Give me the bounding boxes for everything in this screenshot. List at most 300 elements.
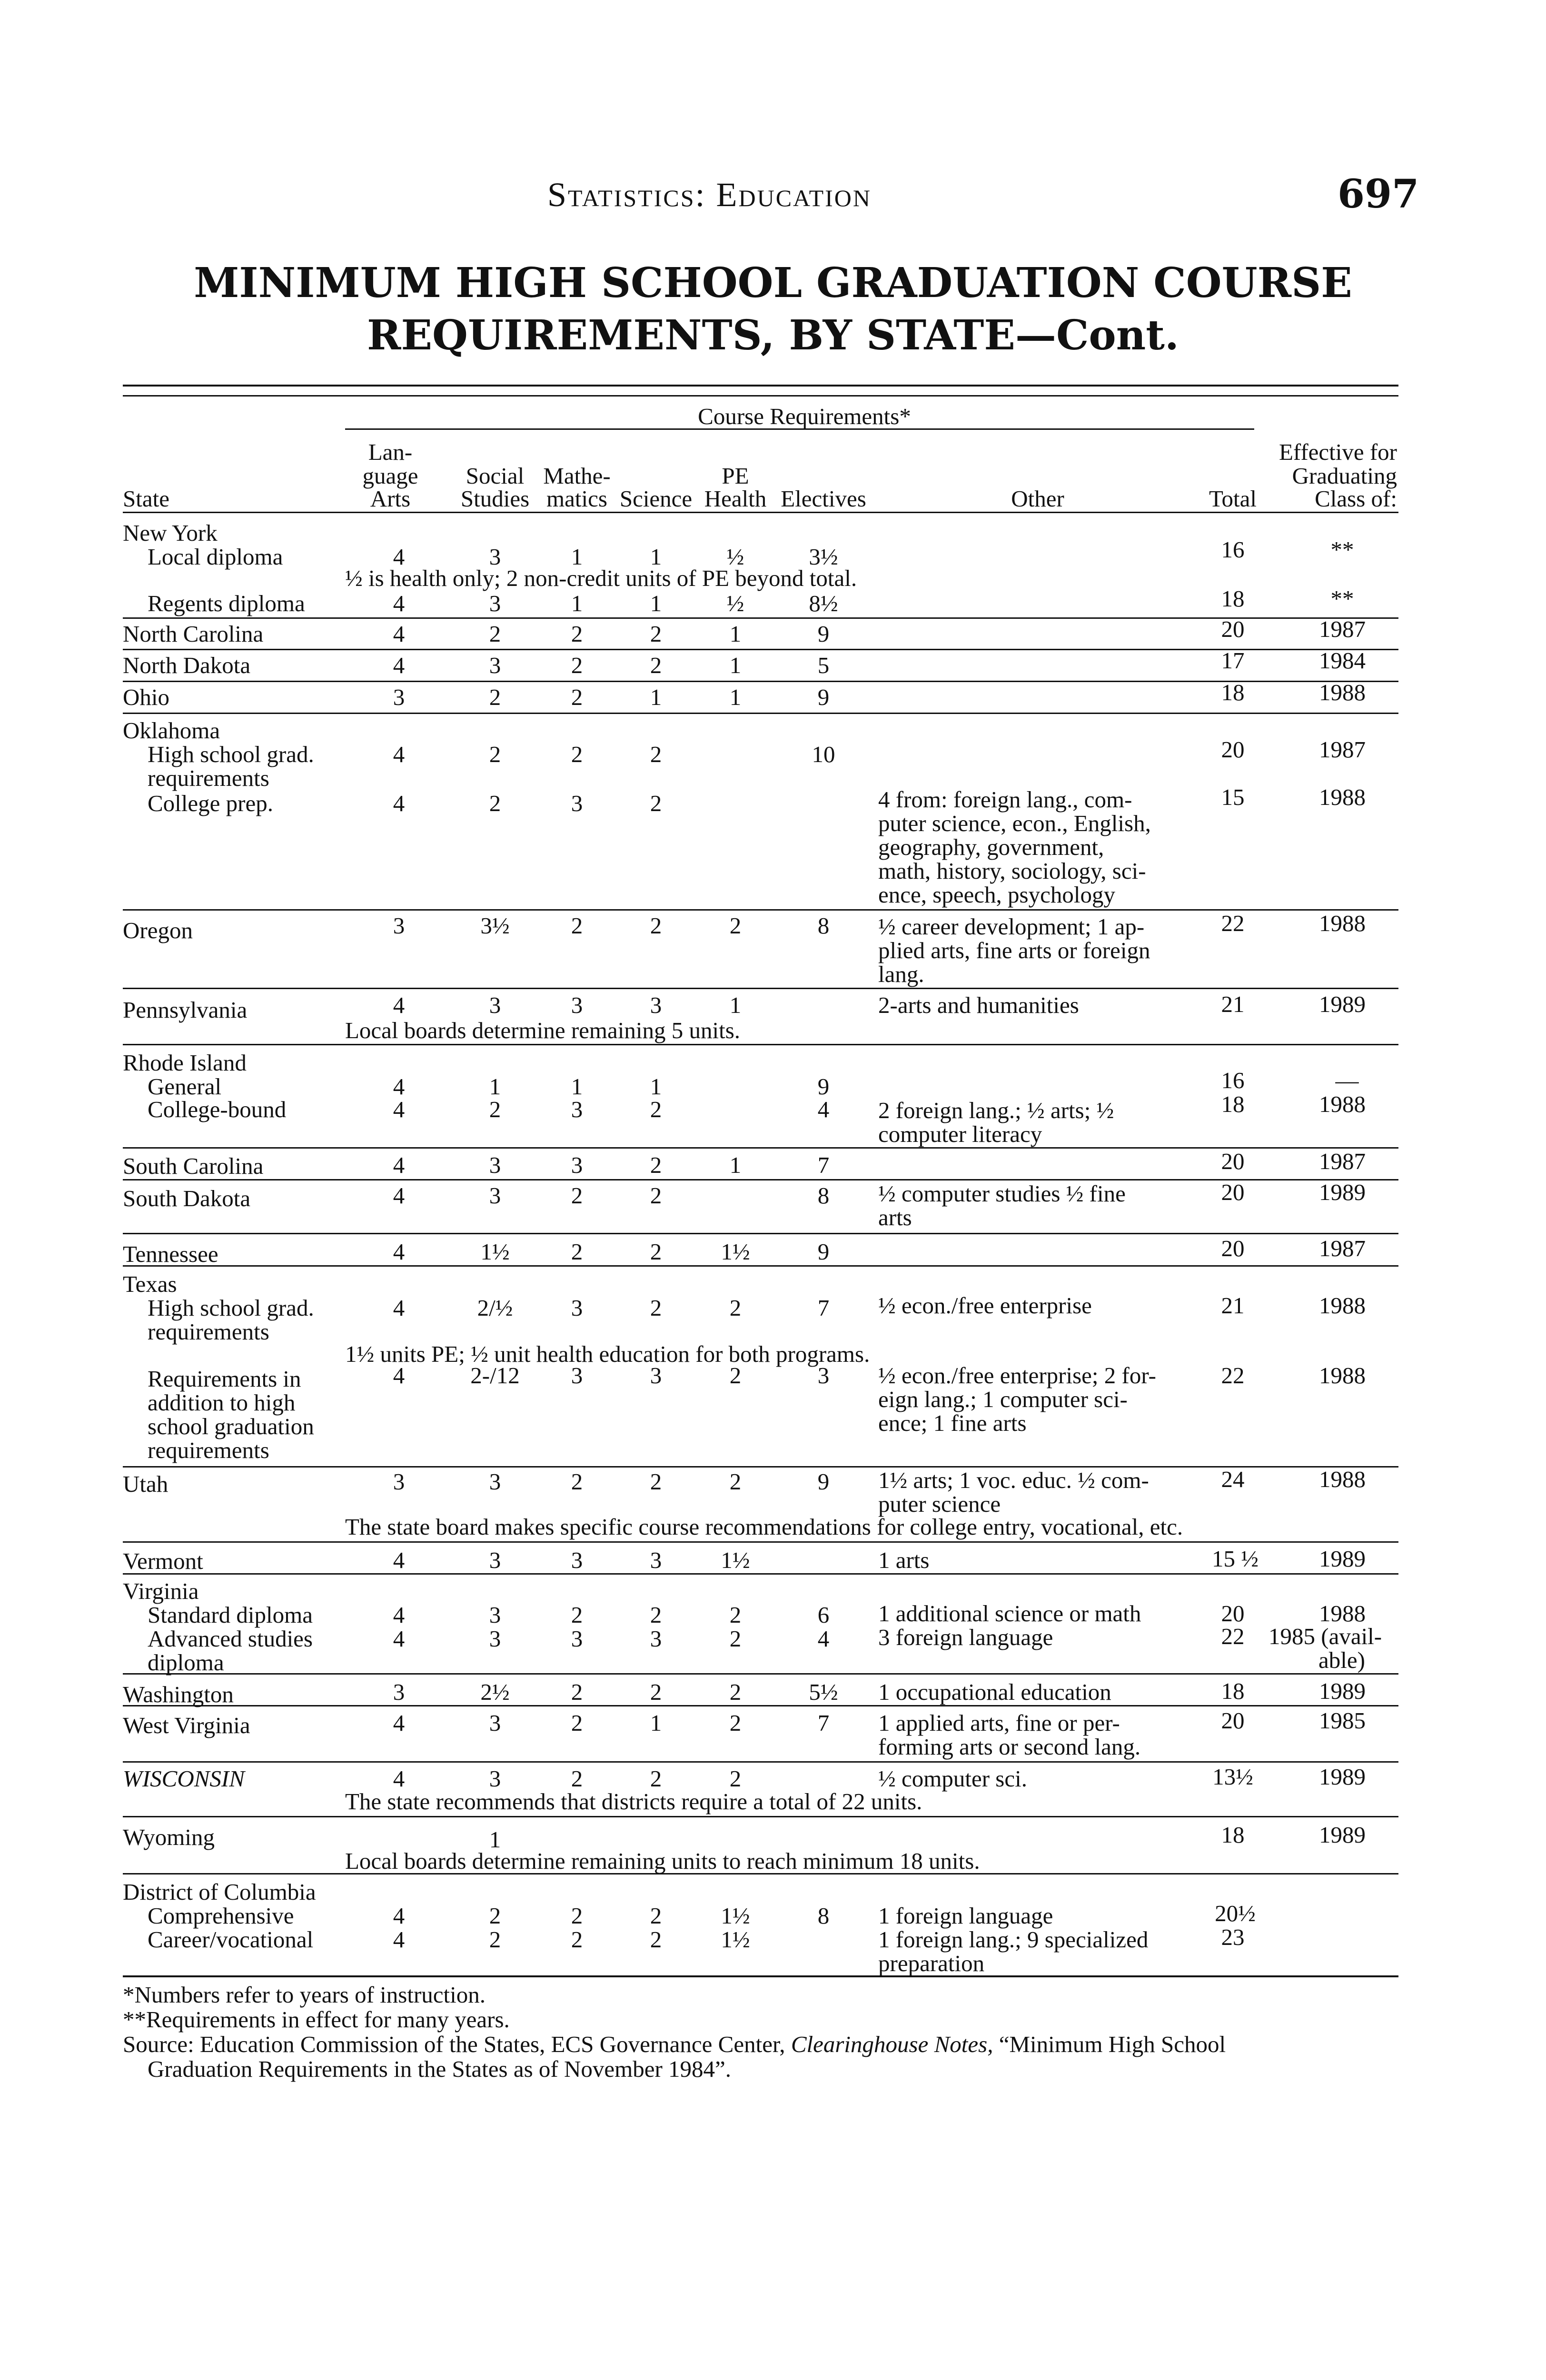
cell-total: 18 bbox=[1221, 1091, 1245, 1117]
cell-other: 2-arts and humanities bbox=[878, 992, 1079, 1018]
row-rule bbox=[123, 1541, 1398, 1543]
cell-other: plied arts, fine arts or foreign bbox=[878, 937, 1150, 963]
cell-pe: 1½ bbox=[721, 1926, 750, 1953]
row-rule bbox=[123, 1761, 1398, 1763]
row-note: Local boards determine remaining units to reach minimum 18 units. bbox=[345, 1848, 980, 1874]
cell-pe: ½ bbox=[726, 590, 744, 616]
row-rule bbox=[123, 1233, 1398, 1234]
cell-electives: 5½ bbox=[809, 1679, 838, 1705]
cell-social: 2/½ bbox=[477, 1295, 513, 1321]
cell-other: ½ computer sci. bbox=[878, 1765, 1027, 1792]
cell-language: 4 bbox=[393, 1152, 405, 1178]
cell-other: arts bbox=[878, 1204, 912, 1230]
cell-pe: 2 bbox=[729, 1362, 742, 1388]
cell-social: 1 bbox=[489, 1073, 501, 1100]
row-note: The state recommends that districts require a total of 22 units. bbox=[345, 1788, 922, 1815]
cell-electives: 7 bbox=[817, 1152, 830, 1178]
header-language-2: guage bbox=[362, 463, 418, 489]
state-name: Washington bbox=[123, 1681, 234, 1707]
cell-science: 2 bbox=[650, 1679, 662, 1705]
cell-other: 1 foreign language bbox=[878, 1903, 1053, 1929]
cell-science: 2 bbox=[650, 652, 662, 678]
header-effective-1: Effective for bbox=[1278, 439, 1397, 465]
cell-other: ½ econ./free enterprise bbox=[878, 1292, 1092, 1319]
cell-language: 4 bbox=[393, 590, 405, 616]
cell-math: 2 bbox=[571, 1903, 583, 1929]
cell-social: 3 bbox=[489, 590, 501, 616]
cell-effective: 1987 bbox=[1319, 736, 1366, 763]
cell-total: 18 bbox=[1221, 679, 1245, 705]
cell-effective: able) bbox=[1318, 1647, 1365, 1673]
cell-science: 2 bbox=[650, 1602, 662, 1628]
cell-language: 4 bbox=[393, 1182, 405, 1209]
cell-social: 2 bbox=[489, 741, 501, 767]
cell-language: 4 bbox=[393, 1295, 405, 1321]
cell-pe: 1 bbox=[729, 621, 742, 647]
cell-effective: 1989 bbox=[1319, 1678, 1366, 1704]
cell-social: 3 bbox=[489, 1710, 501, 1736]
cell-social: 2 bbox=[489, 1096, 501, 1122]
cell-science: 2 bbox=[650, 741, 662, 767]
cell-language: 4 bbox=[393, 1765, 405, 1792]
header-math-2: matics bbox=[546, 486, 607, 512]
row-rule bbox=[123, 1179, 1398, 1180]
cell-math: 3 bbox=[571, 992, 583, 1018]
cell-science: 2 bbox=[650, 1152, 662, 1178]
cell-language: 4 bbox=[393, 1239, 405, 1265]
state-name: South Dakota bbox=[123, 1185, 251, 1211]
cell-pe: 2 bbox=[729, 912, 742, 939]
cell-electives: 8 bbox=[817, 912, 830, 939]
cell-electives: 3 bbox=[817, 1362, 830, 1388]
state-name: WISCONSIN bbox=[123, 1765, 245, 1792]
source-publication: Clearinghouse Notes, bbox=[791, 2031, 993, 2057]
cell-other: ½ computer studies ½ fine bbox=[878, 1180, 1126, 1207]
cell-math: 2 bbox=[571, 652, 583, 678]
state-name: Ohio bbox=[123, 684, 169, 710]
cell-social: 2½ bbox=[480, 1679, 510, 1705]
cell-other: 1 additional science or math bbox=[878, 1600, 1141, 1626]
cell-electives: 9 bbox=[817, 684, 830, 710]
cell-social: 1½ bbox=[480, 1239, 510, 1265]
cell-electives: 7 bbox=[817, 1710, 830, 1736]
cell-effective: 1988 bbox=[1319, 1091, 1366, 1117]
cell-total: 20 bbox=[1221, 1707, 1245, 1734]
cell-science: 1 bbox=[650, 1710, 662, 1736]
cell-total: 20 bbox=[1221, 1148, 1245, 1174]
cell-language: 4 bbox=[393, 1547, 405, 1573]
cell-total: 24 bbox=[1221, 1466, 1245, 1492]
cell-language: 4 bbox=[393, 992, 405, 1018]
cell-pe: ½ bbox=[726, 544, 744, 570]
cell-math: 2 bbox=[571, 912, 583, 939]
state-name: District of Columbia bbox=[123, 1879, 316, 1905]
cell-social: 3 bbox=[489, 1152, 501, 1178]
state-name: New York bbox=[123, 520, 218, 546]
cell-pe: 2 bbox=[729, 1765, 742, 1792]
sub-label: requirements bbox=[148, 765, 269, 791]
row-rule bbox=[123, 1705, 1398, 1706]
cell-math: 2 bbox=[571, 1710, 583, 1736]
cell-language: 4 bbox=[393, 1362, 405, 1388]
cell-other: 1 foreign lang.; 9 specialized bbox=[878, 1926, 1149, 1953]
cell-electives: 4 bbox=[817, 1096, 830, 1122]
cell-other: ½ econ./free enterprise; 2 for- bbox=[878, 1362, 1157, 1388]
cell-electives: 8½ bbox=[809, 590, 838, 616]
cell-pe: 2 bbox=[729, 1679, 742, 1705]
cell-total: 13½ bbox=[1212, 1764, 1253, 1790]
cell-effective: 1985 (avail- bbox=[1269, 1623, 1382, 1649]
cell-effective: 1988 bbox=[1319, 910, 1366, 936]
cell-pe: 1½ bbox=[721, 1547, 750, 1573]
state-name: North Dakota bbox=[123, 652, 251, 678]
state-name: Utah bbox=[123, 1471, 168, 1497]
sub-label: requirements bbox=[148, 1319, 269, 1345]
header-social-2: Studies bbox=[460, 486, 530, 512]
cell-total: 23 bbox=[1221, 1924, 1245, 1950]
cell-total: 15 bbox=[1221, 784, 1245, 810]
cell-electives: 4 bbox=[817, 1626, 830, 1652]
cell-science: 2 bbox=[650, 1903, 662, 1929]
cell-electives: 9 bbox=[817, 1468, 830, 1495]
bottom-rule bbox=[123, 1975, 1398, 1977]
cell-social: 1 bbox=[489, 1826, 501, 1853]
row-rule bbox=[123, 1466, 1398, 1468]
cell-other: 2 foreign lang.; ½ arts; ½ bbox=[878, 1097, 1114, 1123]
cell-pe: 2 bbox=[729, 1468, 742, 1495]
row-note: Local boards determine remaining 5 units. bbox=[345, 1017, 741, 1043]
cell-other: 4 from: foreign lang., com- bbox=[878, 786, 1132, 813]
row-rule bbox=[123, 1573, 1398, 1575]
row-rule bbox=[123, 649, 1398, 650]
cell-science: 2 bbox=[650, 1239, 662, 1265]
header-other: Other bbox=[1011, 486, 1064, 512]
cell-other: 3 foreign language bbox=[878, 1624, 1053, 1650]
sub-label: Standard diploma bbox=[148, 1602, 313, 1628]
top-rule-2 bbox=[123, 395, 1398, 397]
cell-science: 3 bbox=[650, 1547, 662, 1573]
cell-social: 3½ bbox=[480, 912, 510, 939]
cell-total: 20 bbox=[1221, 616, 1245, 642]
cell-total: 15 ½ bbox=[1212, 1546, 1259, 1572]
cell-math: 2 bbox=[571, 1926, 583, 1953]
header-electives: Electives bbox=[781, 486, 866, 512]
cell-effective: 1985 bbox=[1319, 1707, 1366, 1734]
cell-other: 1½ arts; 1 voc. educ. ½ com- bbox=[878, 1467, 1149, 1493]
cell-social: 3 bbox=[489, 1547, 501, 1573]
cell-math: 1 bbox=[571, 590, 583, 616]
cell-science: 3 bbox=[650, 1362, 662, 1388]
cell-other: preparation bbox=[878, 1950, 985, 1976]
header-math-1: Mathe- bbox=[543, 463, 611, 489]
table-title-line-2: REQUIREMENTS, BY STATE—Cont. bbox=[367, 311, 1179, 359]
cell-language: 4 bbox=[393, 1073, 405, 1100]
cell-social: 2 bbox=[489, 684, 501, 710]
header-total: Total bbox=[1209, 486, 1257, 512]
cell-science: 2 bbox=[650, 1926, 662, 1953]
state-name: North Carolina bbox=[123, 621, 264, 647]
sub-label: Career/vocational bbox=[148, 1926, 314, 1953]
sub-label: Local diploma bbox=[148, 544, 283, 570]
cell-math: 2 bbox=[571, 1239, 583, 1265]
cell-effective: 1987 bbox=[1319, 616, 1366, 642]
cell-social: 2-/12 bbox=[470, 1362, 520, 1388]
cell-pe: 1½ bbox=[721, 1903, 750, 1929]
cell-effective: 1989 bbox=[1319, 1822, 1366, 1848]
cell-total: 20 bbox=[1221, 1179, 1245, 1205]
cell-electives: 3½ bbox=[809, 544, 838, 570]
cell-effective: 1989 bbox=[1319, 1764, 1366, 1790]
sub-label: College-bound bbox=[148, 1096, 287, 1122]
row-rule bbox=[123, 1873, 1398, 1874]
cell-effective: 1988 bbox=[1319, 1362, 1366, 1388]
cell-social: 3 bbox=[489, 1602, 501, 1628]
cell-language: 4 bbox=[393, 652, 405, 678]
header-pe-2: Health bbox=[704, 486, 767, 512]
cell-effective: ** bbox=[1330, 585, 1354, 612]
cell-math: 3 bbox=[571, 1096, 583, 1122]
cell-effective: 1988 bbox=[1319, 1600, 1366, 1626]
row-note: The state board makes specific course recommendations for college entry, vocational, etc. bbox=[345, 1514, 1183, 1540]
sub-label: General bbox=[148, 1073, 222, 1100]
cell-effective: 1984 bbox=[1319, 647, 1366, 674]
cell-electives: 7 bbox=[817, 1295, 830, 1321]
header-effective-3: Class of: bbox=[1315, 486, 1397, 512]
cell-social: 3 bbox=[489, 1468, 501, 1495]
cell-electives: 8 bbox=[817, 1182, 830, 1209]
sub-label: College prep. bbox=[148, 790, 273, 816]
cell-effective: 1987 bbox=[1319, 1148, 1366, 1174]
source-note bbox=[123, 2032, 1403, 2057]
cell-total: 20 bbox=[1221, 736, 1245, 763]
sub-label: diploma bbox=[148, 1649, 224, 1676]
cell-other: ence, speech, psychology bbox=[878, 882, 1115, 908]
cell-science: 3 bbox=[650, 1626, 662, 1652]
source-note-2: Graduation Requirements in the States as of November 1984”. bbox=[148, 2056, 732, 2082]
row-rule bbox=[123, 1147, 1398, 1149]
cell-effective: ** bbox=[1330, 536, 1354, 563]
header-pe-1: PE bbox=[722, 463, 749, 489]
cell-language: 3 bbox=[393, 1468, 405, 1495]
state-name: Vermont bbox=[123, 1548, 203, 1574]
cell-math: 3 bbox=[571, 1362, 583, 1388]
cell-social: 3 bbox=[489, 544, 501, 570]
header-state: State bbox=[123, 486, 169, 512]
sub-label: requirements bbox=[148, 1437, 269, 1463]
cell-total: 21 bbox=[1221, 1292, 1245, 1319]
table-title-line-1: MINIMUM HIGH SCHOOL GRADUATION COURSE bbox=[194, 259, 1352, 307]
cell-social: 3 bbox=[489, 992, 501, 1018]
cell-science: 2 bbox=[650, 790, 662, 816]
cell-total: 22 bbox=[1221, 1623, 1245, 1649]
state-name: Virginia bbox=[123, 1578, 199, 1604]
cell-total: 18 bbox=[1221, 585, 1245, 612]
sub-label: Requirements in bbox=[148, 1366, 301, 1392]
cell-language: 4 bbox=[393, 790, 405, 816]
cell-social: 2 bbox=[489, 1903, 501, 1929]
cell-electives: 5 bbox=[817, 652, 830, 678]
sub-label: Advanced studies bbox=[148, 1626, 313, 1652]
cell-other: puter science, econ., English, bbox=[878, 810, 1151, 836]
sub-label: school graduation bbox=[148, 1413, 314, 1439]
section-title: Statistics: Education bbox=[547, 176, 872, 214]
cell-math: 1 bbox=[571, 544, 583, 570]
cell-electives: 10 bbox=[812, 741, 835, 767]
cell-effective: 1988 bbox=[1319, 679, 1366, 705]
cell-math: 2 bbox=[571, 1468, 583, 1495]
row-rule bbox=[123, 1673, 1398, 1675]
cell-total: 20½ bbox=[1215, 1900, 1256, 1926]
sub-label: Regents diploma bbox=[148, 590, 305, 616]
cell-total: 16 bbox=[1221, 536, 1245, 563]
cell-language: 4 bbox=[393, 1926, 405, 1953]
cell-pe: 2 bbox=[729, 1295, 742, 1321]
cell-science: 2 bbox=[650, 1096, 662, 1122]
cell-math: 3 bbox=[571, 1295, 583, 1321]
cell-pe: 1½ bbox=[721, 1239, 750, 1265]
state-name: Tennessee bbox=[123, 1241, 218, 1267]
cell-language: 3 bbox=[393, 684, 405, 710]
header-language-1: Lan- bbox=[368, 439, 413, 465]
cell-pe: 1 bbox=[729, 992, 742, 1018]
state-name: Texas bbox=[123, 1271, 177, 1297]
cell-math: 2 bbox=[571, 1602, 583, 1628]
cell-pe: 1 bbox=[729, 684, 742, 710]
row-rule bbox=[123, 617, 1398, 619]
state-name: Pennsylvania bbox=[123, 997, 248, 1023]
cell-total: 18 bbox=[1221, 1678, 1245, 1704]
cell-total: 18 bbox=[1221, 1822, 1245, 1848]
top-rule bbox=[123, 385, 1398, 387]
cell-language: 4 bbox=[393, 741, 405, 767]
cell-social: 2 bbox=[489, 1926, 501, 1953]
cell-science: 3 bbox=[650, 992, 662, 1018]
header-effective-2: Graduating bbox=[1292, 463, 1397, 489]
cell-effective: 1989 bbox=[1319, 991, 1366, 1017]
cell-other: math, history, sociology, sci- bbox=[878, 858, 1146, 884]
cell-social: 3 bbox=[489, 1182, 501, 1209]
cell-effective: 1989 bbox=[1319, 1546, 1366, 1572]
cell-other: eign lang.; 1 computer sci- bbox=[878, 1386, 1128, 1412]
sub-label: High school grad. bbox=[148, 741, 314, 767]
cell-science: 1 bbox=[650, 684, 662, 710]
row-rule bbox=[123, 1044, 1398, 1045]
cell-electives: 8 bbox=[817, 1903, 830, 1929]
cell-math: 3 bbox=[571, 790, 583, 816]
cell-total: 22 bbox=[1221, 1362, 1245, 1388]
cell-other: ½ career development; 1 ap- bbox=[878, 913, 1145, 940]
cell-effective: — bbox=[1335, 1067, 1359, 1093]
state-name: South Carolina bbox=[123, 1153, 264, 1179]
cell-other: 1 arts bbox=[878, 1547, 930, 1573]
cell-electives: 9 bbox=[817, 1239, 830, 1265]
cell-language: 4 bbox=[393, 1710, 405, 1736]
cell-electives: 6 bbox=[817, 1602, 830, 1628]
cell-language: 3 bbox=[393, 1679, 405, 1705]
cell-pe: 1 bbox=[729, 652, 742, 678]
cell-math: 2 bbox=[571, 621, 583, 647]
source-text: Source: Education Commission of the States, ECS Governance Center, bbox=[123, 2031, 785, 2057]
header-course-requirements: Course Requirements* bbox=[698, 403, 911, 429]
state-name: Oregon bbox=[123, 917, 193, 943]
cell-language: 4 bbox=[393, 1602, 405, 1628]
cell-total: 22 bbox=[1221, 910, 1245, 936]
header-science: Science bbox=[619, 486, 693, 512]
cell-math: 2 bbox=[571, 741, 583, 767]
row-rule bbox=[123, 1265, 1398, 1267]
cell-effective: 1988 bbox=[1319, 1466, 1366, 1492]
cell-math: 3 bbox=[571, 1547, 583, 1573]
running-header bbox=[0, 171, 1546, 228]
cell-total: 20 bbox=[1221, 1235, 1245, 1261]
cell-other: geography, government, bbox=[878, 834, 1104, 860]
cell-social: 2 bbox=[489, 621, 501, 647]
footnote-1: *Numbers refer to years of instruction. bbox=[123, 1982, 486, 2008]
cell-social: 3 bbox=[489, 652, 501, 678]
cell-social: 3 bbox=[489, 1765, 501, 1792]
cell-math: 2 bbox=[571, 1679, 583, 1705]
cell-effective: 1987 bbox=[1319, 1235, 1366, 1261]
state-name: Wyoming bbox=[123, 1824, 215, 1850]
cell-science: 1 bbox=[650, 590, 662, 616]
cell-electives: 9 bbox=[817, 621, 830, 647]
cell-math: 3 bbox=[571, 1626, 583, 1652]
cell-science: 1 bbox=[650, 1073, 662, 1100]
cell-total: 21 bbox=[1221, 991, 1245, 1017]
cell-science: 2 bbox=[650, 912, 662, 939]
header-social-1: Social bbox=[466, 463, 525, 489]
cell-math: 2 bbox=[571, 684, 583, 710]
cell-pe: 2 bbox=[729, 1710, 742, 1736]
cell-science: 2 bbox=[650, 1468, 662, 1495]
cell-pe: 2 bbox=[729, 1626, 742, 1652]
cell-science: 2 bbox=[650, 1765, 662, 1792]
cell-total: 20 bbox=[1221, 1600, 1245, 1626]
cell-other: 1 applied arts, fine or per- bbox=[878, 1710, 1120, 1736]
cell-science: 1 bbox=[650, 544, 662, 570]
row-rule bbox=[123, 713, 1398, 714]
row-note: ½ is health only; 2 non-credit units of PE beyond total. bbox=[345, 565, 857, 591]
cell-pe: 2 bbox=[729, 1602, 742, 1628]
cell-pe: 1 bbox=[729, 1152, 742, 1178]
cell-language: 4 bbox=[393, 1626, 405, 1652]
cell-language: 4 bbox=[393, 1903, 405, 1929]
cell-other: 1 occupational education bbox=[878, 1679, 1111, 1705]
sub-label: Comprehensive bbox=[148, 1903, 294, 1929]
page-number: 697 bbox=[1338, 171, 1419, 217]
sub-label: High school grad. bbox=[148, 1295, 314, 1321]
cell-other: lang. bbox=[878, 961, 924, 987]
cell-language: 3 bbox=[393, 912, 405, 939]
cell-math: 1 bbox=[571, 1073, 583, 1100]
header-language-3: Arts bbox=[370, 486, 411, 512]
cell-effective: 1988 bbox=[1319, 784, 1366, 810]
state-name: Oklahoma bbox=[123, 717, 220, 744]
cell-science: 2 bbox=[650, 1182, 662, 1209]
state-name: West Virginia bbox=[123, 1712, 250, 1738]
row-rule bbox=[123, 1816, 1398, 1817]
row-rule bbox=[123, 909, 1398, 911]
cell-other: puter science bbox=[878, 1491, 1001, 1517]
cell-other: ence; 1 fine arts bbox=[878, 1410, 1027, 1436]
state-name: Rhode Island bbox=[123, 1050, 247, 1076]
footnote-2: **Requirements in effect for many years. bbox=[123, 2006, 510, 2033]
row-rule bbox=[123, 988, 1398, 989]
source-title: “Minimum High School bbox=[999, 2031, 1226, 2057]
cell-effective: 1989 bbox=[1319, 1179, 1366, 1205]
header-rule bbox=[123, 512, 1398, 513]
cell-electives: 9 bbox=[817, 1073, 830, 1100]
